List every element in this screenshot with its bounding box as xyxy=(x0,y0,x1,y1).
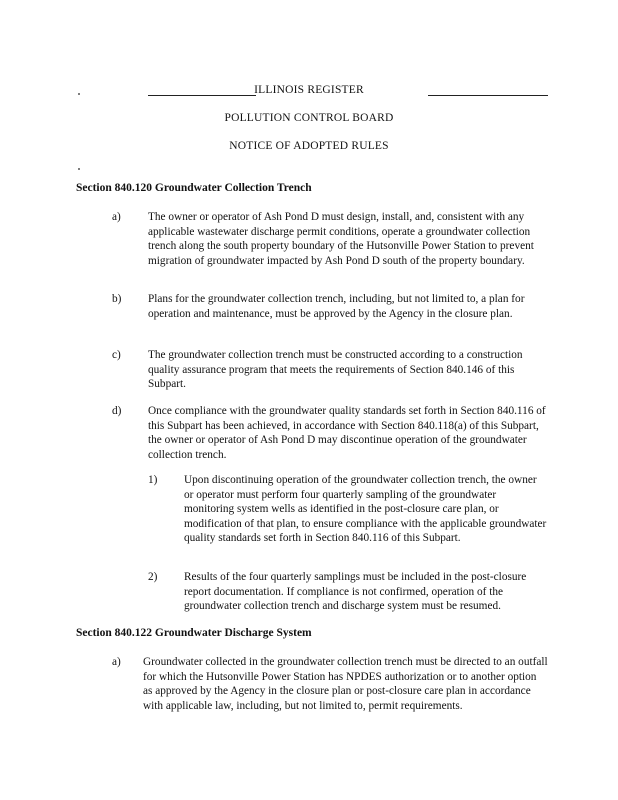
section-840-120-title: Section 840.120 Groundwater Collection Trench xyxy=(76,182,312,194)
notice-title: NOTICE OF ADOPTED RULES xyxy=(229,140,389,152)
subsection-d-text: Once compliance with the groundwater quality standards set forth in Section 840.116 of this Subpart has been achieved, in accordance with Section 840.118(a) of this Subpart, the owner or operator of Ash Pond D may discontinue operation of the groundwater collection trench. xyxy=(148,405,546,461)
subsection-b-label: b) xyxy=(112,293,122,305)
paragraph-d1-text: Upon discontinuing operation of the groundwater collection trench, the owner or operator must perform four quarterly sampling of the groundwater monitoring system wells as identified in the post-closure care plan, or modification of that plan, to ensure compliance with the applicable groundwater quality standards set forth in Section 840.116 of this Subpart. xyxy=(184,474,547,545)
board-title: POLLUTION CONTROL BOARD xyxy=(224,112,394,124)
section-122-subsection-a-text: Groundwater collected in the groundwater collection trench must be directed to an outfall for which the Hutsonville Power Station has NPDES authorization or to another option as approved by the Agency in the closure plan or post-closure care plan in accordance with applicable law, including, but not limited to, permit requirements. xyxy=(143,656,548,712)
section-840-122-title: Section 840.122 Groundwater Discharge System xyxy=(76,627,312,639)
subsection-d-label: d) xyxy=(112,405,122,417)
paragraph-d2-label: 2) xyxy=(148,571,158,583)
subsection-a-text: The owner or operator of Ash Pond D must design, install, and, consistent with any applicable wastewater discharge permit conditions, operate a groundwater collection trench along the south property boundary of the Hutsonville Power Station to prevent migration of groundwater impacted by Ash Pond D south of the property boundary. xyxy=(148,211,534,267)
subsection-c-text: The groundwater collection trench must be constructed according to a construction quality assurance program that meets the requirements of Section 840.146 of this Subpart. xyxy=(148,349,523,391)
scan-speck xyxy=(78,168,80,170)
section-122-subsection-a-label: a) xyxy=(112,656,121,668)
paragraph-d1-label: 1) xyxy=(148,474,158,486)
subsection-c-label: c) xyxy=(112,349,121,361)
subsection-b-text: Plans for the groundwater collection trench, including, but not limited to, a plan for operation and maintenance, must be approved by the Agency in the closure plan. xyxy=(148,293,525,320)
subsection-a-label: a) xyxy=(112,211,121,223)
register-title: ILLINOIS REGISTER xyxy=(254,84,364,96)
paragraph-d2-text: Results of the four quarterly samplings must be included in the post-closure report documentation. If compliance is not confirmed, operation of the groundwater collection trench and discharge system must be resumed. xyxy=(184,571,527,613)
